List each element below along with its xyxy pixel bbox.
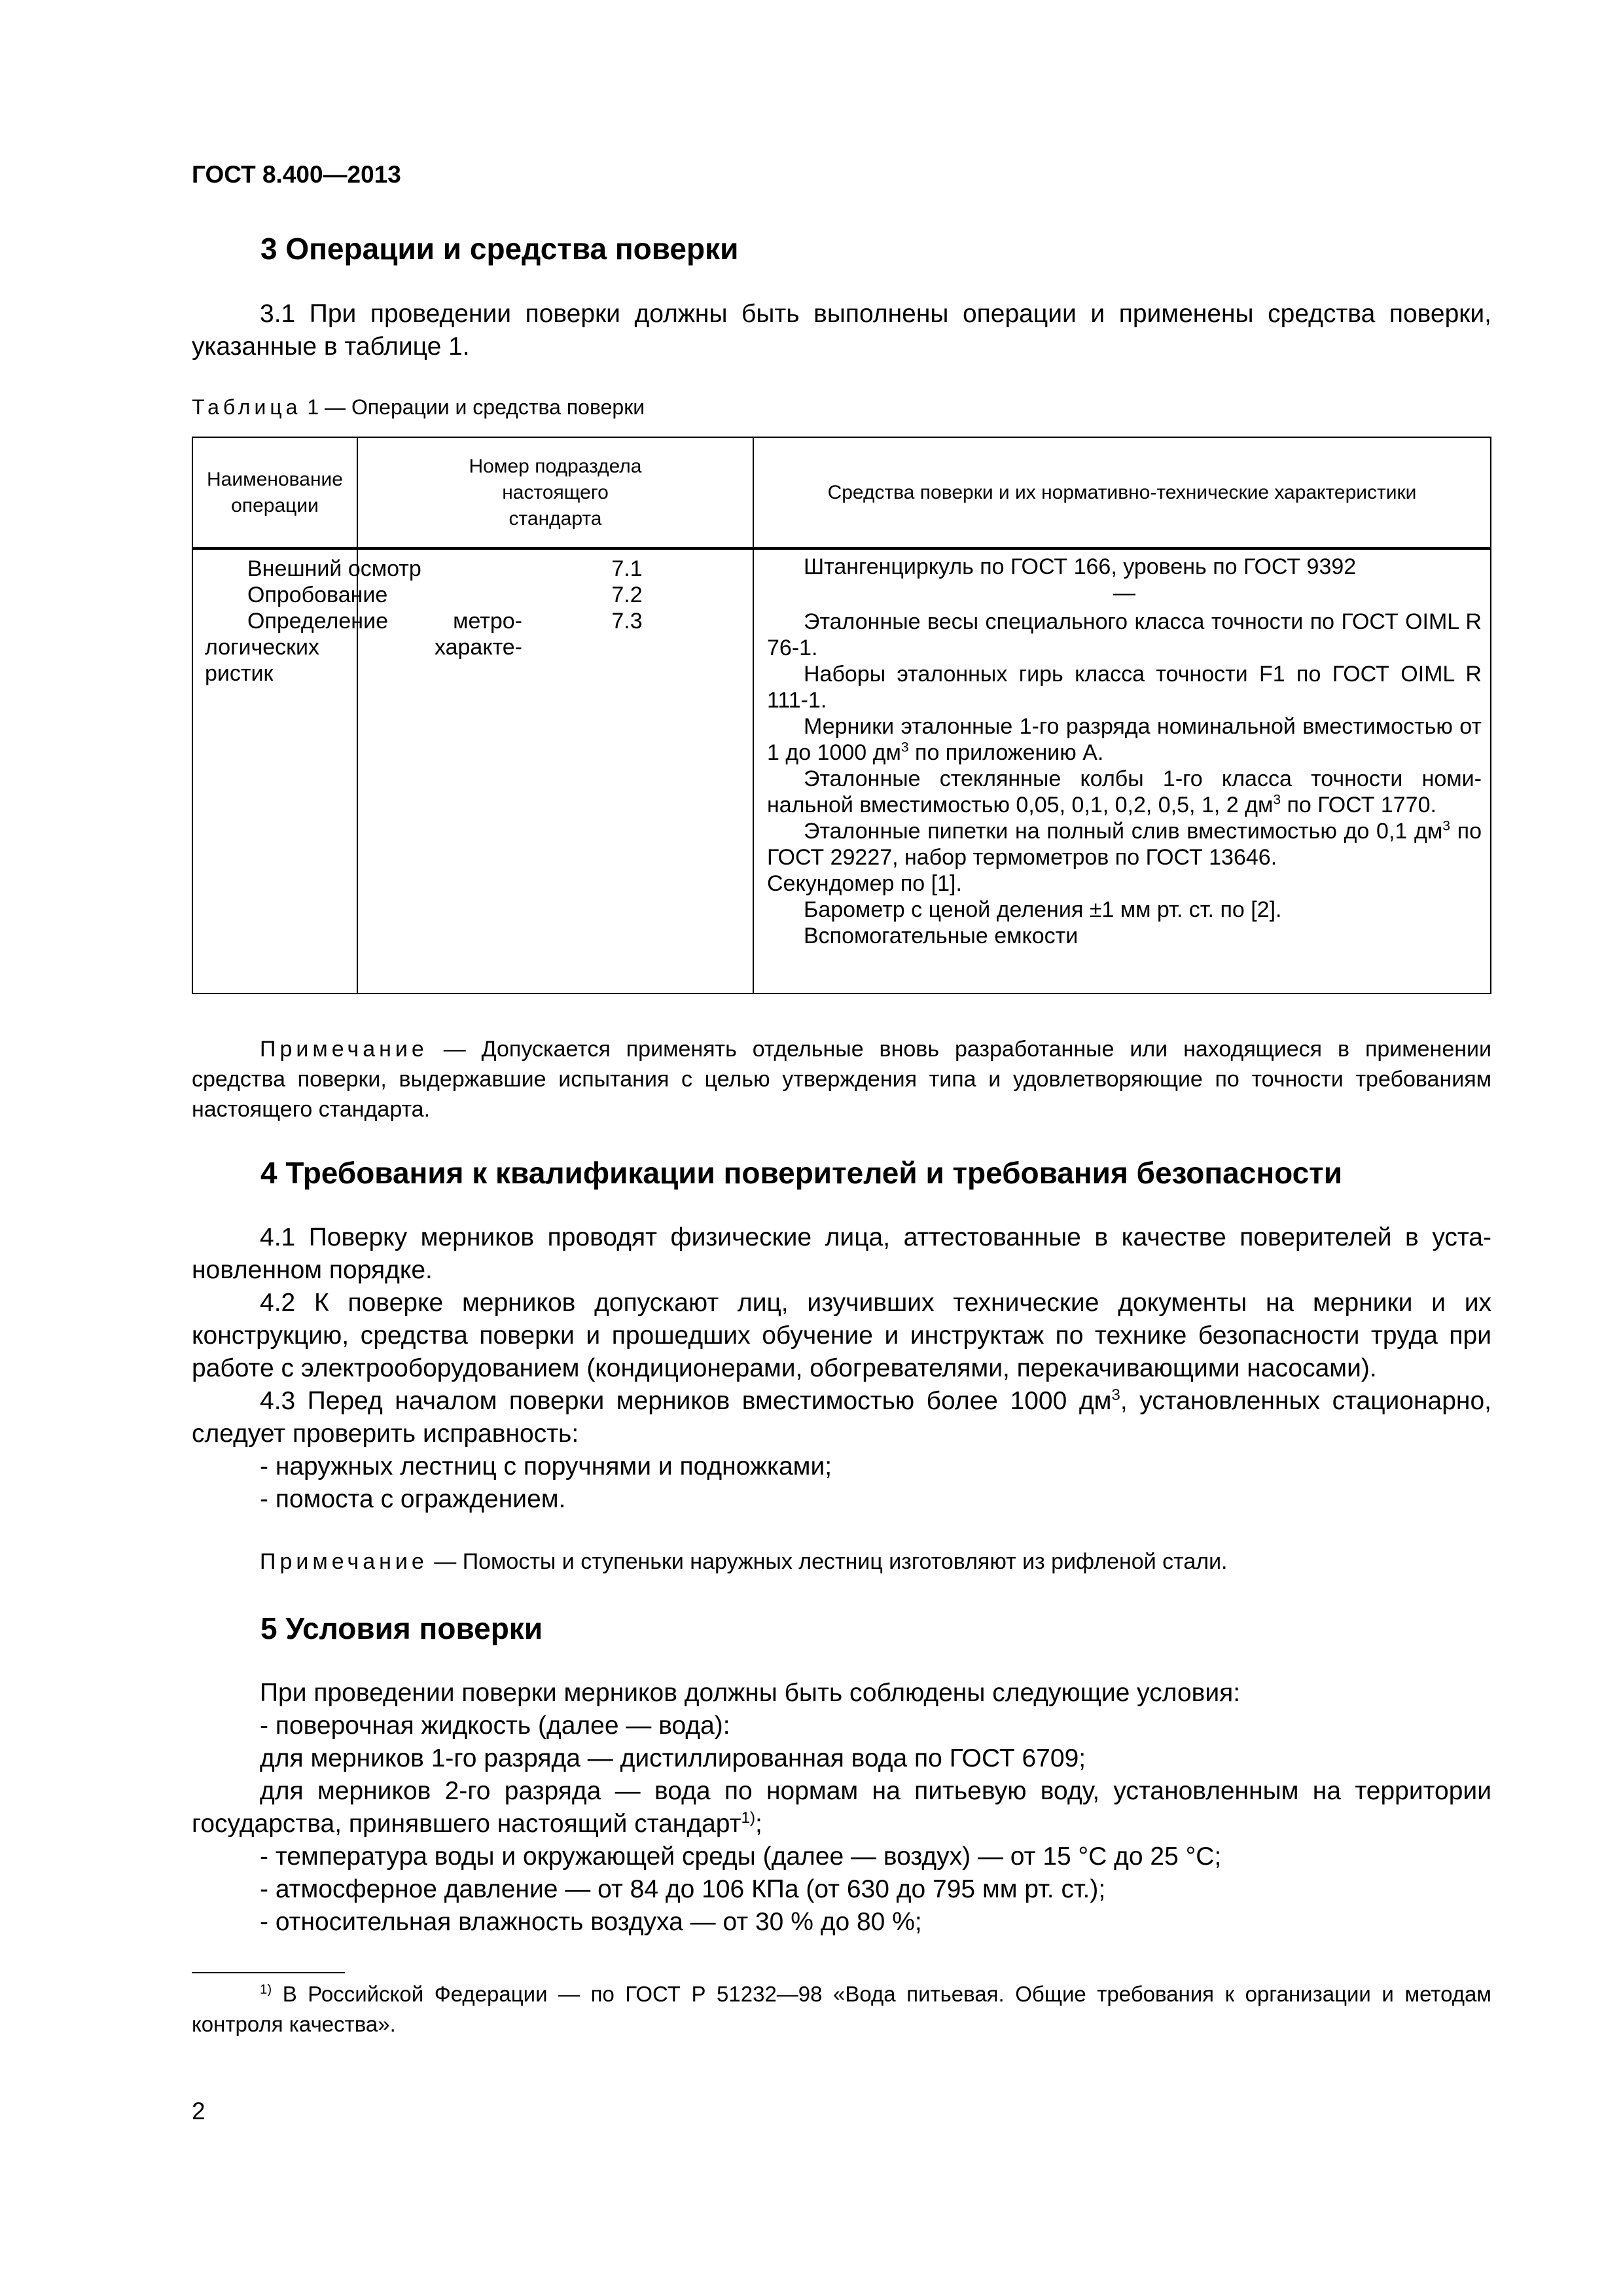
paragraph-4-3 — [192, 1385, 1491, 1450]
paragraph-text: для мерников 2-го разряда — вода по нормам на питьевую воду, установленным на территории государства, принявшего настоящий стандарт — [192, 1777, 1491, 1838]
tool-item: Штангенциркуль по ГОСТ 166, уровень по ГОСТ 9392 — [804, 554, 1357, 579]
paragraph-text: 4.3 Перед началом поверки мерников вместимостью более 1000 дм — [260, 1387, 1112, 1415]
section-3-heading: 3 Операции и средства поверки — [260, 232, 739, 266]
paragraph-4-2: 4.2 К поверке мерников допускают лиц, изучивших технические документы на мерники и их конструкцию, средства поверки и прошедших обучение и инструктаж по технике безопасности труда при работе с электрооборудованием (кондиционерами, обогревателями, перекачивающими насосами). — [192, 1289, 1491, 1382]
operation-name: Определение метро- — [247, 609, 522, 634]
list-item: - помоста с ограждением. — [260, 1485, 566, 1513]
section-number: 7.1 — [611, 556, 643, 581]
section-5-heading: 5 Условия поверки — [260, 1611, 543, 1645]
section-4-note — [260, 1547, 1490, 1577]
footnote-ref: 1) — [741, 1809, 755, 1827]
table-header-operation: Наименование операции — [207, 468, 343, 516]
superscript: 3 — [1111, 1386, 1120, 1404]
tool-item: Барометр с ценой деления ±1 мм рт. ст. по [2]. — [804, 897, 1282, 922]
paragraph: При проведении поверки мерников должны быть соблюдены следующие условия: — [260, 1679, 1241, 1707]
tool-item-text: по ГОСТ 29227, набор термометров по ГОСТ 13646. — [767, 819, 1482, 870]
paragraph-3-1: 3.1 При проведении поверки должны быть выполнены операции и применены средства поверки, указанные в таблице 1. — [192, 300, 1491, 361]
section-number: 7.2 — [611, 583, 643, 607]
table-1-caption — [192, 395, 645, 420]
note-text: — Помосты и ступеньки наружных лестниц изготовляют из рифленой стали. — [427, 1549, 1228, 1574]
tool-item: — — [1113, 581, 1135, 605]
list-item: - температура воды и окружающей среды (далее — воздух) — от 15 °С до 25 °С; — [260, 1842, 1222, 1871]
note-text: — Допускается применять отдельные вновь разработанные или находящиеся в применении средства поверки, выдержавшие испытания с целью утверждения типа и удовлетворяющие по точности требованиям настоящего стандарта. — [192, 1037, 1491, 1122]
superscript: 3 — [1273, 792, 1281, 808]
section-4-body — [192, 1221, 1491, 1516]
table-header-divider — [193, 547, 1490, 550]
table-note — [192, 1034, 1491, 1124]
footnote-separator — [192, 1972, 345, 1973]
tool-item: Эталонные весы специального класса точности по ГОСТ OIML R 76-1. — [767, 609, 1482, 660]
tool-item: Секундомер по [1]. — [767, 871, 962, 896]
section-4-heading: 4 Требования к квалификации поверителей и требования безопасности — [260, 1156, 1342, 1190]
superscript: 3 — [901, 740, 909, 755]
table-header-section-number — [358, 438, 753, 547]
footnote-marker: 1) — [260, 1982, 272, 1997]
operation-name: ристик — [205, 661, 274, 686]
page-number: 2 — [192, 2098, 205, 2125]
footnote-text: В Российской Федерации — по ГОСТ Р 51232—98 «Вода питьевая. Общие требования к организации и методам контроля качества». — [192, 1982, 1491, 2036]
document-id: ГОСТ 8.400—2013 — [192, 161, 401, 188]
tool-item: Наборы эталонных гирь класса точности F1 по ГОСТ OIML R 111-1. — [767, 662, 1482, 713]
paragraph-text: , установленных стационарно, следует проверить исправность: — [192, 1387, 1491, 1448]
tool-item — [767, 766, 1482, 818]
operation-name: логических характе- — [205, 635, 522, 660]
list-item: - наружных лестниц с поручнями и подножками; — [260, 1452, 832, 1480]
tool-item-text: по ГОСТ 1770. — [1281, 793, 1436, 817]
superscript: 3 — [1442, 818, 1450, 834]
section-number: 7.3 — [611, 609, 643, 634]
operation-name: Опробование — [247, 583, 388, 607]
caption-label: Таблица — [192, 395, 302, 419]
note-label: Примечание — [260, 1549, 428, 1574]
paragraph-text: ; — [755, 1810, 762, 1838]
list-item: - поверочная жидкость (далее — вода): — [260, 1712, 730, 1740]
table-header-tools: Средства поверки и их нормативно-технические характеристики — [827, 481, 1417, 503]
tool-item-text: Мерники эталонные 1-го разряда номинальной вместимостью от 1 до 1000 дм — [767, 714, 1482, 765]
table-1 — [192, 437, 1491, 994]
note-label: Примечание — [260, 1037, 428, 1062]
footnote — [192, 1979, 1491, 2039]
section-5-body — [192, 1677, 1491, 1939]
tool-item — [767, 713, 1482, 766]
paragraph — [192, 1775, 1491, 1840]
list-item: - относительная влажность воздуха — от 30 % до 80 %; — [260, 1908, 922, 1936]
paragraph: для мерников 1-го разряда — дистиллированная вода по ГОСТ 6709; — [260, 1744, 1086, 1772]
paragraph-4-1: 4.1 Поверку мерников проводят физические лица, аттестованные в качестве поверителей в установленном порядке. — [192, 1223, 1491, 1284]
tool-item-text: Эталонные пипетки на полный слив вместимостью до 0,1 дм — [804, 819, 1443, 844]
tool-item-text: по приложению А. — [908, 740, 1104, 765]
tool-item: Вспомогательные емкости — [804, 924, 1079, 948]
table-tools-cell — [767, 554, 1482, 949]
operation-name: Внешний осмотр — [247, 556, 421, 581]
tool-item — [767, 818, 1482, 870]
list-item: - атмосферное давление — от 84 до 106 КПа (от 630 до 795 мм рт. ст.); — [260, 1875, 1106, 1903]
caption-title: 1 — Операции и средства поверки — [307, 395, 645, 419]
tool-item-text: Эталонные стеклянные колбы 1-го класса точности номинальной вместимостью 0,05, 0,1, 0,2, 0,5, 1, 2 дм — [767, 766, 1482, 817]
table-header-section-number-text: Номер подраздела настоящего стандарта — [469, 455, 642, 529]
